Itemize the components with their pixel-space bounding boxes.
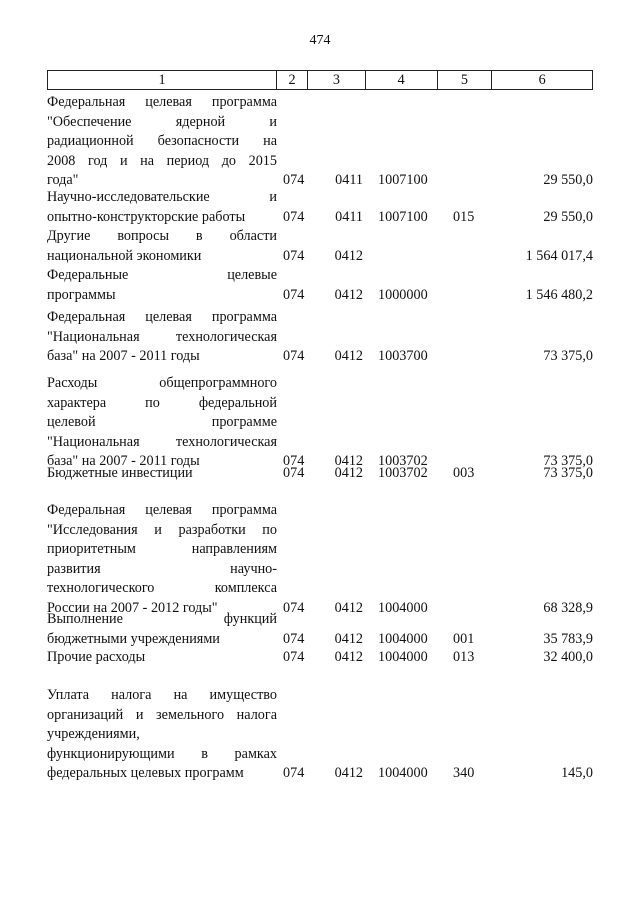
ministry-code: 074 <box>283 453 305 469</box>
section-code: 0412 <box>334 765 363 781</box>
row-description <box>47 464 277 484</box>
ministry-code: 074 <box>283 286 305 303</box>
table-row <box>47 227 593 266</box>
expense-type-code: 013 <box>453 649 475 665</box>
description-line: Другие вопросы в области <box>47 228 277 244</box>
ministry-code: 074 <box>283 465 305 481</box>
description-line: база" на 2007 - 2011 годы <box>47 453 200 469</box>
description-line: целевой программе <box>47 414 277 430</box>
table-row <box>47 188 593 227</box>
table-row <box>47 308 593 367</box>
description-line: года" <box>47 172 79 188</box>
section-code: 0412 <box>334 465 363 481</box>
target-item-code: 1004000 <box>378 599 428 616</box>
amount: 35 783,9 <box>543 630 593 647</box>
row-description <box>47 501 277 618</box>
section-code: 0412 <box>334 630 363 647</box>
ministry-code: 074 <box>283 765 305 781</box>
section-code: 0412 <box>334 286 363 303</box>
description-line: Прочие расходы <box>47 649 146 665</box>
expense-type-code: 003 <box>453 465 475 481</box>
row-description <box>47 93 277 191</box>
target-item-code: 1000000 <box>378 286 428 303</box>
description-line: 2008 год и на период до 2015 <box>47 152 277 169</box>
description-line: Бюджетные инвестиции <box>47 465 193 481</box>
section-code: 0411 <box>335 172 363 188</box>
section-code: 0412 <box>334 599 363 616</box>
description-line: функционирующими в рамках <box>47 745 277 762</box>
description-line: "Национальная технологическая <box>47 433 277 450</box>
amount: 1 564 017,4 <box>525 247 593 264</box>
amount: 73 375,0 <box>543 453 593 469</box>
description-line: Расходы общепрограммного <box>47 375 277 391</box>
target-item-code: 1004000 <box>378 630 428 647</box>
target-item-code: 1004000 <box>378 649 428 665</box>
ministry-code: 074 <box>283 348 305 364</box>
description-line: Федеральные целевые <box>47 267 277 283</box>
description-line: "Исследования и разработки по <box>47 521 277 538</box>
description-line: Уплата налога на имущество <box>47 687 277 703</box>
section-code: 0412 <box>334 348 363 364</box>
ministry-code: 074 <box>283 172 305 188</box>
table-row <box>47 501 593 618</box>
expense-type-code: 015 <box>453 208 475 225</box>
description-line: "Обеспечение ядерной и <box>47 113 277 130</box>
description-line: Научно-исследовательские и <box>47 189 277 205</box>
target-item-code: 1003700 <box>378 348 428 364</box>
row-description <box>47 188 277 227</box>
row-description <box>47 610 277 649</box>
amount: 73 375,0 <box>543 465 593 481</box>
table-row <box>47 266 593 305</box>
header-col-6: 6 <box>538 72 546 88</box>
target-item-code: 1003702 <box>378 465 428 481</box>
description-line: база" на 2007 - 2011 годы <box>47 348 200 364</box>
target-item-code: 1007100 <box>378 208 428 225</box>
table-row <box>47 648 593 668</box>
amount: 73 375,0 <box>543 348 593 364</box>
description-line: развития научно- <box>47 560 277 577</box>
row-description <box>47 686 277 784</box>
ministry-code: 074 <box>283 599 305 616</box>
section-code: 0412 <box>334 649 363 665</box>
section-code: 0412 <box>334 247 363 264</box>
description-line: организаций и земельного налога <box>47 706 277 723</box>
row-description <box>47 374 277 472</box>
section-code: 0411 <box>335 208 363 225</box>
description-line: федеральных целевых программ <box>47 765 244 781</box>
target-item-code: 1003702 <box>378 453 428 469</box>
ministry-code: 074 <box>283 630 305 647</box>
header-col-1: 1 <box>48 71 277 89</box>
description-line: характера по федеральной <box>47 394 277 411</box>
amount: 145,0 <box>561 765 593 781</box>
description-line: "Национальная технологическая <box>47 328 277 345</box>
ministry-code: 074 <box>283 208 305 225</box>
page-number: 474 <box>309 33 331 48</box>
description-line: Федеральная целевая программа <box>47 94 277 110</box>
expense-type-code: 001 <box>453 630 475 647</box>
table-row <box>47 93 593 191</box>
ministry-code: 074 <box>283 649 305 665</box>
header-col-3: 3 <box>308 71 366 89</box>
target-item-code: 1004000 <box>378 765 428 781</box>
description-line: учреждениями, <box>47 726 140 742</box>
expense-type-code: 340 <box>453 765 475 781</box>
description-line: национальной экономики <box>47 247 202 264</box>
row-description <box>47 227 277 266</box>
ministry-code: 074 <box>283 247 305 264</box>
description-line: Выполнение функций <box>47 611 277 627</box>
header-col-2: 2 <box>277 71 308 89</box>
section-code: 0412 <box>334 453 363 469</box>
amount: 29 550,0 <box>543 208 593 225</box>
row-description <box>47 266 277 305</box>
header-col-4: 4 <box>366 71 438 89</box>
description-line: технологического комплекса <box>47 580 277 596</box>
description-line: опытно-конструкторские работы <box>47 208 246 225</box>
table-header-row <box>47 70 593 90</box>
description-line: радиационной безопасности на <box>47 133 277 149</box>
header-col-5: 5 <box>438 71 493 89</box>
table-row <box>47 464 593 484</box>
description-line: приоритетным направлениям <box>47 541 277 557</box>
amount: 29 550,0 <box>543 172 593 188</box>
description-line: России на 2007 - 2012 годы" <box>47 599 218 616</box>
description-line: программы <box>47 286 116 303</box>
row-description <box>47 648 277 668</box>
description-line: Федеральная целевая программа <box>47 309 277 325</box>
description-line: бюджетными учреждениями <box>47 630 220 647</box>
table-row <box>47 610 593 649</box>
table-row <box>47 374 593 472</box>
description-line: Федеральная целевая программа <box>47 502 277 518</box>
amount: 68 328,9 <box>543 599 593 616</box>
amount: 1 546 480,2 <box>525 286 593 303</box>
table-row <box>47 686 593 784</box>
target-item-code: 1007100 <box>378 172 428 188</box>
amount: 32 400,0 <box>543 649 593 665</box>
row-description <box>47 308 277 367</box>
